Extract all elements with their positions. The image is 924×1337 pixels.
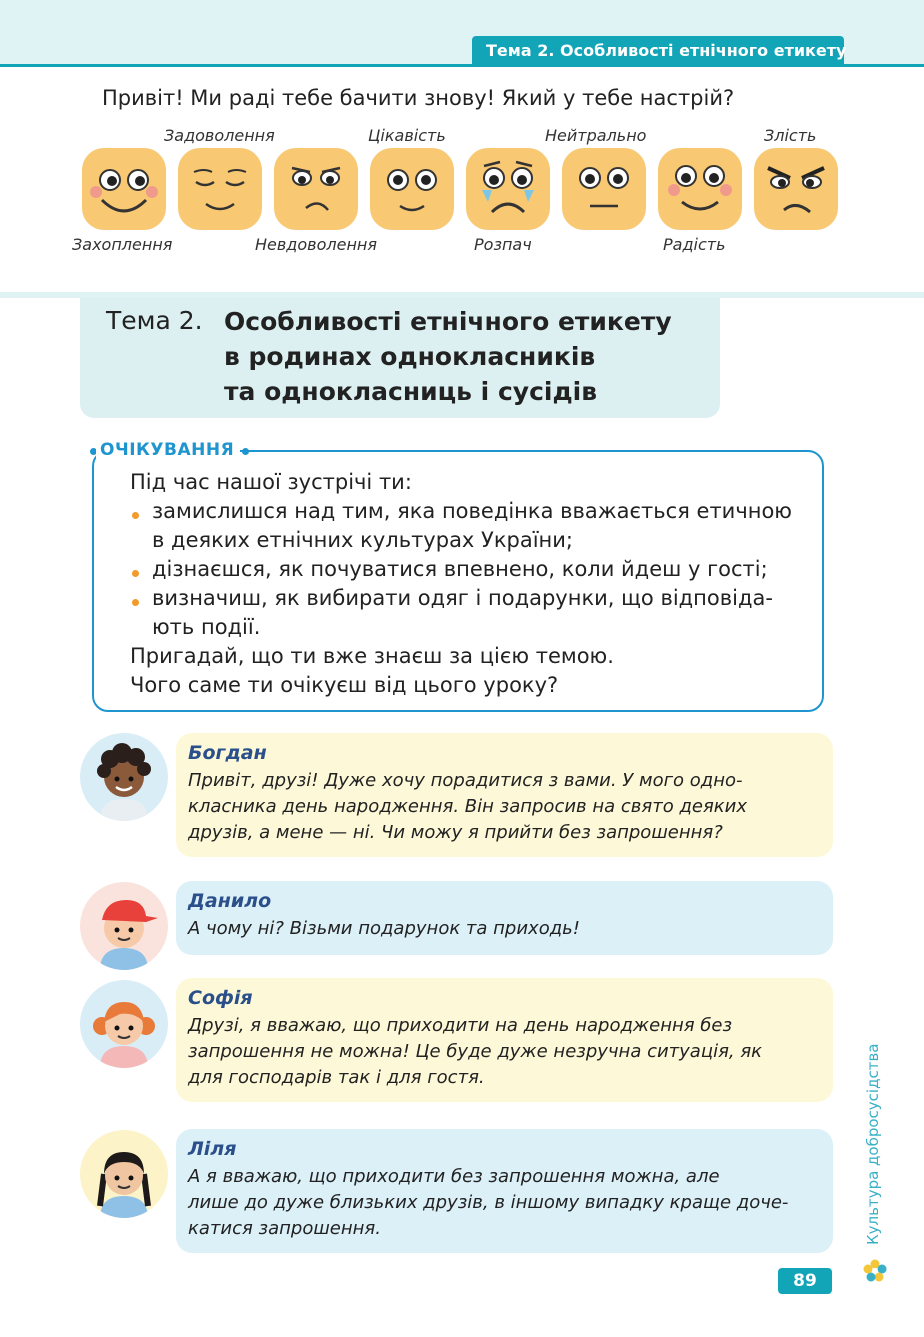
mood-label-joy: Радість — [663, 235, 726, 254]
mood-label-curiosity: Цікавість — [368, 126, 446, 145]
topic-title-line: Особливості етнічного етикету — [224, 307, 672, 336]
flower-icon — [862, 1258, 888, 1284]
expectation-item-continued: ють події. — [152, 615, 261, 639]
anger-emoji-icon — [754, 148, 838, 230]
mood-label-despair: Розпач — [474, 235, 532, 254]
expectations-outro: Пригадай, що ти вже знаєш за цією темою. — [130, 644, 614, 668]
topic-title-line: в родинах однокласників — [224, 342, 596, 371]
greeting-text: Привіт! Ми раді тебе бачити знову! Який у тебе настрій? — [102, 86, 735, 110]
avatar-danylo — [80, 882, 168, 970]
expectations-label: ОЧІКУВАННЯ — [96, 440, 240, 460]
joy-emoji-icon — [658, 148, 742, 230]
header-topic-tab: Тема 2. Особливості етнічного етикету — [472, 36, 844, 66]
expectation-item: дізнаєшся, як почуватися впевнено, коли йдеш у гості; — [152, 557, 768, 581]
speech-line: катися запрошення. — [188, 1218, 381, 1239]
speaker-name: Ліля — [188, 1138, 237, 1160]
expectations-outro: Чого саме ти очікуєш від цього уроку? — [130, 673, 559, 697]
topic-number: Тема 2. — [106, 306, 203, 335]
topic-title-line: та однокласниць і сусідів — [224, 377, 598, 406]
avatar-bogdan — [80, 733, 168, 821]
bullet-icon — [132, 570, 139, 577]
avatar-lilia — [80, 1130, 168, 1218]
expectation-item: замислишся над тим, яка поведінка вважається етичною — [152, 499, 792, 523]
delight-emoji-icon — [82, 148, 166, 230]
speech-text — [188, 1013, 762, 1091]
speech-line: класника день народження. Він запросив на свято деяких — [188, 796, 748, 817]
speech-line: А я вважаю, що приходити без запрошення можна, але — [188, 1166, 720, 1187]
speech-text — [188, 1164, 788, 1242]
expectation-item: визначиш, як вибирати одяг і подарунки, що відповіда- — [152, 586, 773, 610]
speech-line: лише до дуже близьких друзів, в іншому випадку краще доче- — [188, 1192, 789, 1213]
speech-line: запрошення не можна! Це буде дуже незручна ситуація, як — [188, 1041, 763, 1062]
expectation-item-continued: в деяких етнічних культурах України; — [152, 528, 574, 552]
mood-label-satisfaction: Задоволення — [164, 126, 275, 145]
curiosity-emoji-icon — [370, 148, 454, 230]
expectations-intro: Під час нашої зустрічі ти: — [130, 470, 412, 494]
side-section-label: Культура добросусідства — [864, 1043, 882, 1245]
mood-label-neutral: Нейтрально — [545, 126, 647, 145]
speech-line: Привіт, друзі! Дуже хочу порадитися з вами. У мого одно- — [188, 770, 743, 791]
speech-line: друзів, а мене — ні. Чи можу я прийти без запрошення? — [188, 822, 723, 843]
speaker-name: Данило — [188, 890, 272, 912]
mood-label-anger: Злість — [764, 126, 817, 145]
speech-text — [188, 768, 747, 846]
avatar-sofia — [80, 980, 168, 1068]
expectations-dot-right — [242, 448, 249, 455]
mood-label-dissatisfaction: Невдоволення — [255, 235, 377, 254]
topic-title — [224, 304, 672, 409]
neutral-emoji-icon — [562, 148, 646, 230]
dissatisfaction-emoji-icon — [274, 148, 358, 230]
mood-label-delight: Захоплення — [72, 235, 173, 254]
speech-line: для господарів так і для гостя. — [188, 1067, 485, 1088]
speaker-name: Софія — [188, 987, 253, 1009]
speaker-name: Богдан — [188, 742, 267, 764]
satisfaction-emoji-icon — [178, 148, 262, 230]
despair-emoji-icon — [466, 148, 550, 230]
speech-text — [188, 916, 580, 942]
speech-line: А чому ні? Візьми подарунок та приходь! — [188, 918, 580, 939]
bullet-icon — [132, 599, 139, 606]
bullet-icon — [132, 512, 139, 519]
page-number: 89 — [778, 1268, 832, 1294]
speech-line: Друзі, я вважаю, що приходити на день народження без — [188, 1015, 733, 1036]
